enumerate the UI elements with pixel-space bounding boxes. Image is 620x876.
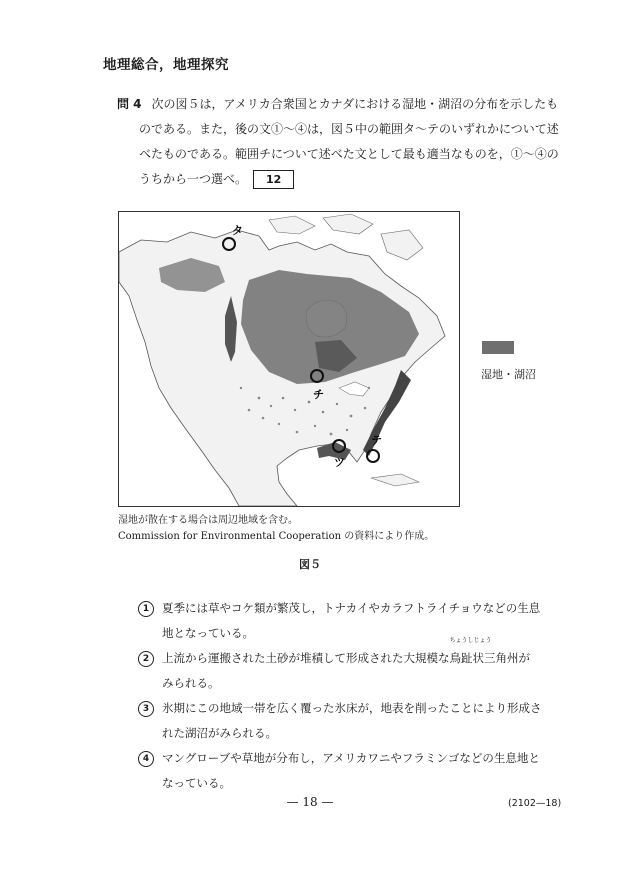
legend-swatch [482,341,514,354]
choices-list [138,596,568,796]
question-line-4: うちから一つ選べ。 12 [117,167,567,192]
choice-number-2: 2 [138,651,154,667]
choice-number-3: 3 [138,701,154,717]
question-line-3: べたものである。範囲チについて述べた文として最も適当なものを，①〜④の [139,147,559,161]
choice-number-1: 1 [138,601,154,617]
question-4 [117,92,567,192]
choice-1-line-1: 夏季には草やコケ類が繁茂し，トナカイやカラフトライチョウなどの生息 [162,601,541,615]
question-number: 問 4 [117,97,142,111]
choice-number-4: 4 [138,751,154,767]
ruby-chou-shi-jou [449,637,492,671]
choice-2-line-2: みられる。 [162,676,220,690]
choice-4-line-2: なっている。 [162,776,231,790]
arctic-island-1 [269,216,315,234]
arctic-island-3 [381,230,423,260]
label-tsu: ツ [334,456,345,469]
legend-label: 湿地・湖沼 [481,368,536,381]
ruby-reading: ちょうしじょう [449,637,492,644]
figure-caption: 図５ [299,558,321,571]
ruby-base: 鳥趾状 [449,651,484,665]
choice-4[interactable] [138,746,568,796]
choice-4-line-1: マングローブや草地が分布し，アメリカワニやフラミンゴなどの生息地と [162,751,540,765]
arctic-island-2 [323,214,373,234]
label-chi: チ [313,388,324,401]
label-te: テ [371,434,382,447]
choice-1[interactable] [138,596,568,646]
choice-2-line-1b: 三角州が [484,651,530,665]
north-america-wetland-map [119,212,459,506]
choice-2[interactable] [138,637,568,696]
question-line-1: 問 4 次の図５は，アメリカ合衆国とカナダにおける湿地・湖沼の分布を示したも [117,97,559,111]
choice-3[interactable] [138,696,568,746]
question-line-2: のである。また，後の文①〜④は，図５中の範囲タ〜テのいずれかについて述 [139,122,559,136]
choice-3-line-1: 氷期にこの地域一帯を広く覆った氷床が，地表を削ったことにより形成さ [162,701,542,715]
figure-note-line-2: Commission for Environmental Cooperation の資料により作成。 [118,531,435,542]
figure-note [118,513,434,545]
answer-box[interactable]: 12 [253,170,294,189]
figure-note-line-1: 湿地が散在する場合は周辺地域を含む。 [118,515,298,526]
choice-2-line-1a: 上流から運搬された土砂が堆積して形成された大規模な [162,651,450,665]
page-number: — 18 — [286,795,334,809]
figure-5-map [118,211,460,507]
cuba [371,474,419,486]
choice-1-line-2: 地となっている。 [162,626,254,640]
choice-3-line-2: れた湖沼がみられる。 [162,726,277,740]
exam-code: (2102—18) [508,798,562,809]
section-heading: 地理総合，地理探究 [103,57,229,73]
label-ta: タ [232,224,243,237]
